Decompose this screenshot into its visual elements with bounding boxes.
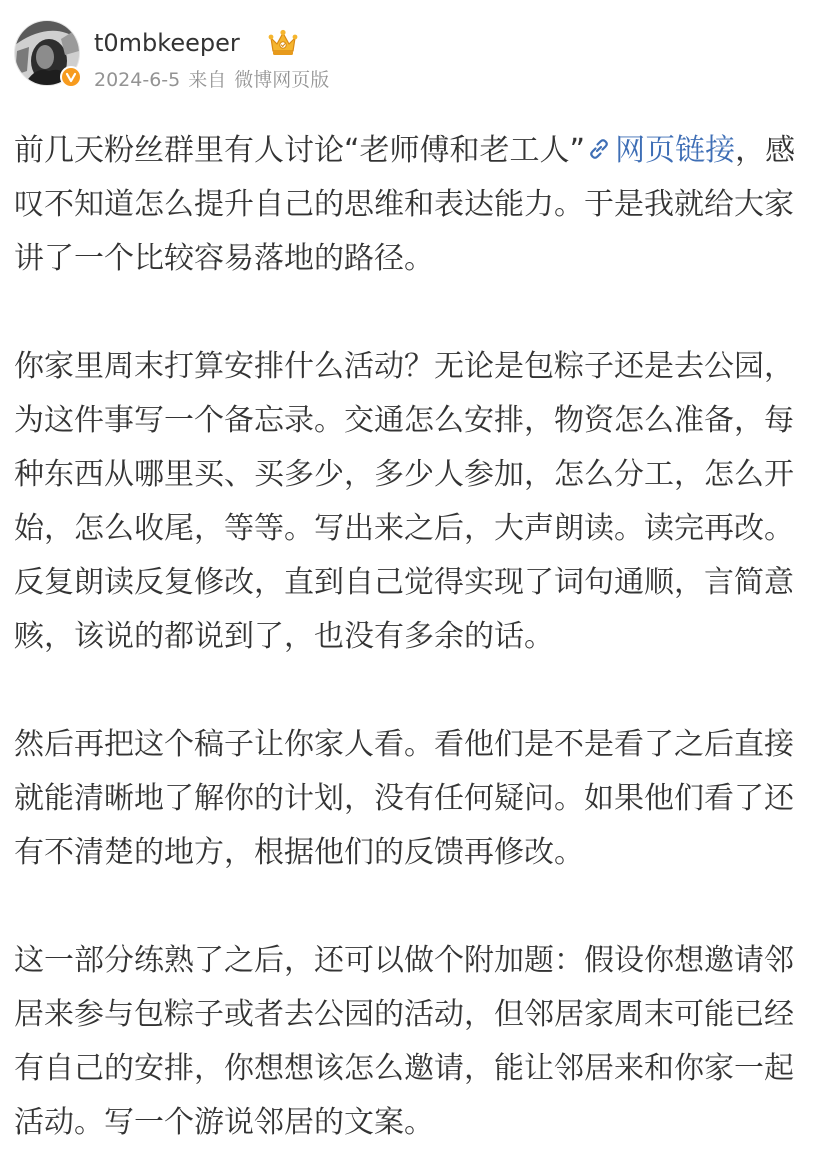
post-meta [94, 68, 329, 92]
avatar-wrapper[interactable] [14, 20, 80, 86]
web-link[interactable] [585, 133, 735, 168]
paragraph-1 [14, 124, 814, 286]
link-icon [585, 135, 613, 163]
post-source[interactable]: 微博网页版 [234, 69, 330, 91]
paragraph-1-end: ，感叹不知道怎么提升自己的思维和表达能力。于是我就给大家讲了一个比较容易落地的路径。 [14, 133, 796, 276]
crown-icon[interactable] [268, 29, 298, 57]
verified-badge-icon [60, 66, 82, 88]
username[interactable]: t0mbkeeper [94, 29, 240, 57]
post-content [14, 124, 814, 1150]
paragraph-2: 你家里周末打算安排什么活动？无论是包粽子还是去公园，为这件事写一个备忘录。交通怎么安排，物资怎么准备，每种东西从哪里买、买多少，多少人参加，怎么分工，怎么开始，怎么收尾，等等。写出来之后，大声朗读。读完再改。反复朗读反复修改，直到自己觉得实现了词句通顺，言简意赅，该说的都说到了，也没有多余的话。 [14, 349, 794, 654]
web-link-label[interactable]: 网页链接 [615, 133, 736, 168]
source-prefix: 来自 [188, 69, 227, 91]
paragraph-1-start: 前几天粉丝群里有人讨论“老师傅和老工人” [14, 133, 586, 168]
post-date[interactable]: 2024-6-5 [94, 69, 181, 91]
paragraph-3: 然后再把这个稿子让你家人看。看他们是不是看了之后直接就能清晰地了解你的计划，没有任何疑问。如果他们看了还有不清楚的地方，根据他们的反馈再修改。 [14, 727, 794, 870]
paragraph-4: 这一部分练熟了之后，还可以做个附加题：假设你想邀请邻居来参与包粽子或者去公园的活动，但邻居家周末可能已经有自己的安排，你想想该怎么邀请，能让邻居来和你家一起活动。写一个游说邻居的文案。 [14, 943, 794, 1140]
post-header [14, 20, 804, 92]
